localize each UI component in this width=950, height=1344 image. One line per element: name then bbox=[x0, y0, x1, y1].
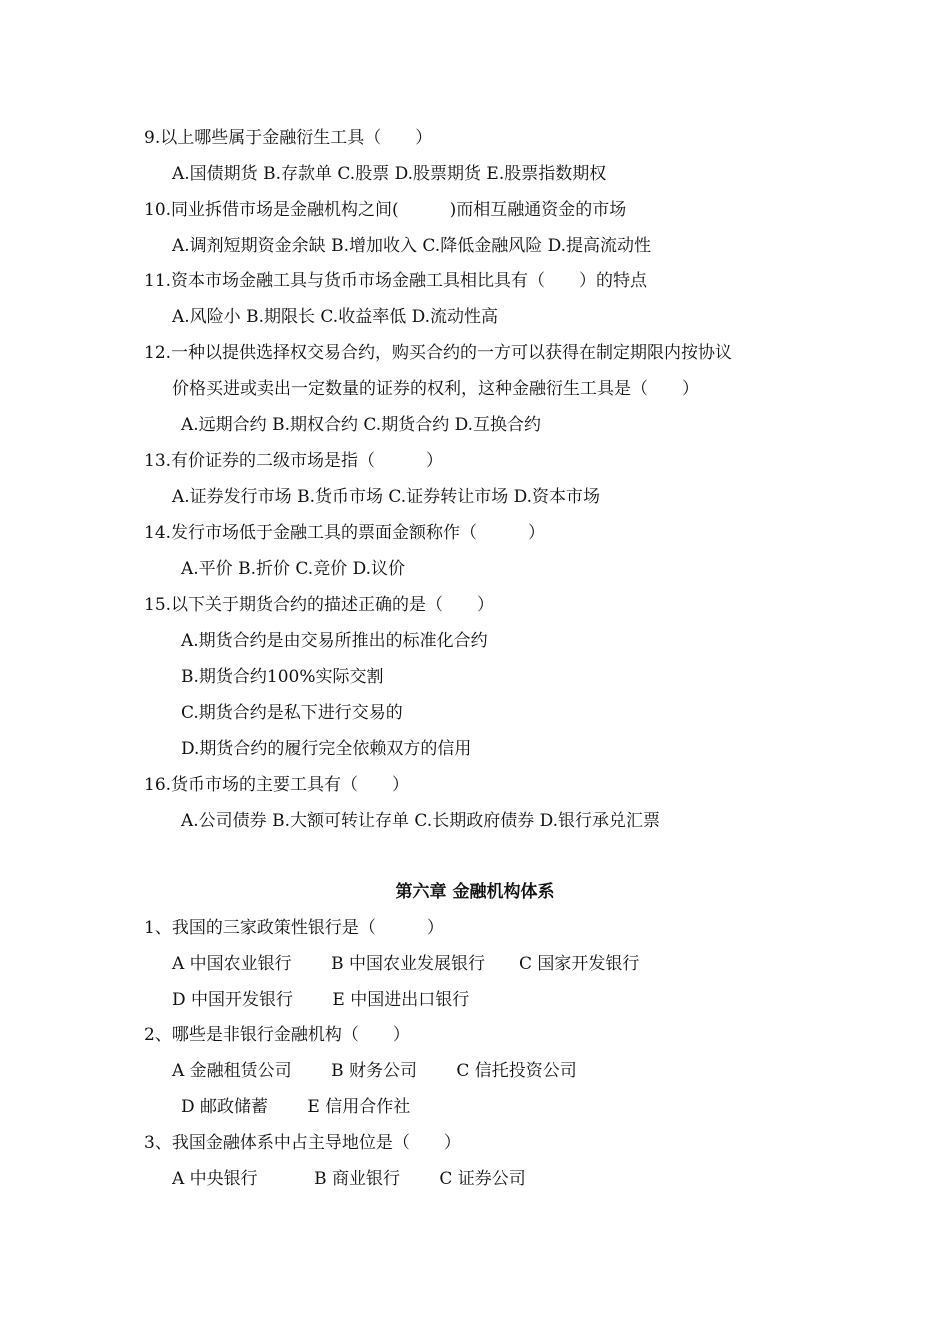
question-15-option-a: A.期货合约是由交易所推出的标准化合约 bbox=[181, 631, 488, 651]
question-13: 13.有价证券的二级市场是指（ ） bbox=[144, 451, 444, 471]
chapter6-question-2: 2、哪些是非银行金融机构（ ） bbox=[144, 1025, 410, 1045]
chapter-title: 第六章 金融机构体系 bbox=[395, 882, 555, 902]
question-9: 9.以上哪些属于金融衍生工具（ ） bbox=[144, 128, 433, 148]
chapter6-question-1: 1、我国的三家政策性银行是（ ） bbox=[144, 918, 444, 938]
question-12-options: A.远期合约 B.期权合约 C.期货合约 D.互换合约 bbox=[181, 415, 542, 435]
question-13-options: A.证券发行市场 B.货币市场 C.证券转让市场 D.资本市场 bbox=[172, 487, 601, 507]
chapter6-question-2-options-line1: A 金融租赁公司 B 财务公司 C 信托投资公司 bbox=[172, 1061, 577, 1081]
chapter6-question-1-options-line2: D 中国开发银行 E 中国进出口银行 bbox=[172, 990, 470, 1010]
question-10: 10.同业拆借市场是金融机构之间( )而相互融通资金的市场 bbox=[144, 200, 627, 220]
chapter6-question-1-options-line1: A 中国农业银行 B 中国农业发展银行 C 国家开发银行 bbox=[172, 954, 640, 974]
question-15-option-b: B.期货合约100%实际交割 bbox=[181, 667, 384, 687]
chapter6-question-3: 3、我国金融体系中占主导地位是（ ） bbox=[144, 1133, 461, 1153]
question-12-continuation: 价格买进或卖出一定数量的证券的权利，这种金融衍生工具是（ ） bbox=[172, 379, 699, 399]
question-16-options: A.公司债券 B.大额可转让存单 C.长期政府债券 D.银行承兑汇票 bbox=[181, 811, 661, 831]
question-15-option-d: D.期货合约的履行完全依赖双方的信用 bbox=[181, 739, 472, 759]
question-11-options: A.风险小 B.期限长 C.收益率低 D.流动性高 bbox=[172, 307, 499, 327]
question-9-options: A.国债期货 B.存款单 C.股票 D.股票期货 E.股票指数期权 bbox=[172, 164, 607, 184]
question-15-option-c: C.期货合约是私下进行交易的 bbox=[181, 703, 403, 723]
question-11: 11.资本市场金融工具与货币市场金融工具相比具有（ ）的特点 bbox=[144, 271, 648, 291]
question-10-options: A.调剂短期资金余缺 B.增加收入 C.降低金融风险 D.提高流动性 bbox=[172, 236, 652, 256]
question-15: 15.以下关于期货合约的描述正确的是（ ） bbox=[144, 595, 495, 615]
chapter6-question-2-options-line2: D 邮政储蓄 E 信用合作社 bbox=[181, 1097, 411, 1117]
question-12: 12.一种以提供选择权交易合约，购买合约的一方可以获得在制定期限内按协议 bbox=[144, 343, 733, 363]
question-14-options: A.平价 B.折价 C.竞价 D.议价 bbox=[181, 559, 406, 579]
question-16: 16.货币市场的主要工具有（ ） bbox=[144, 775, 410, 795]
chapter6-question-3-options-line1: A 中央银行 B 商业银行 C 证券公司 bbox=[172, 1169, 526, 1189]
question-14: 14.发行市场低于金融工具的票面金额称作（ ） bbox=[144, 523, 546, 543]
